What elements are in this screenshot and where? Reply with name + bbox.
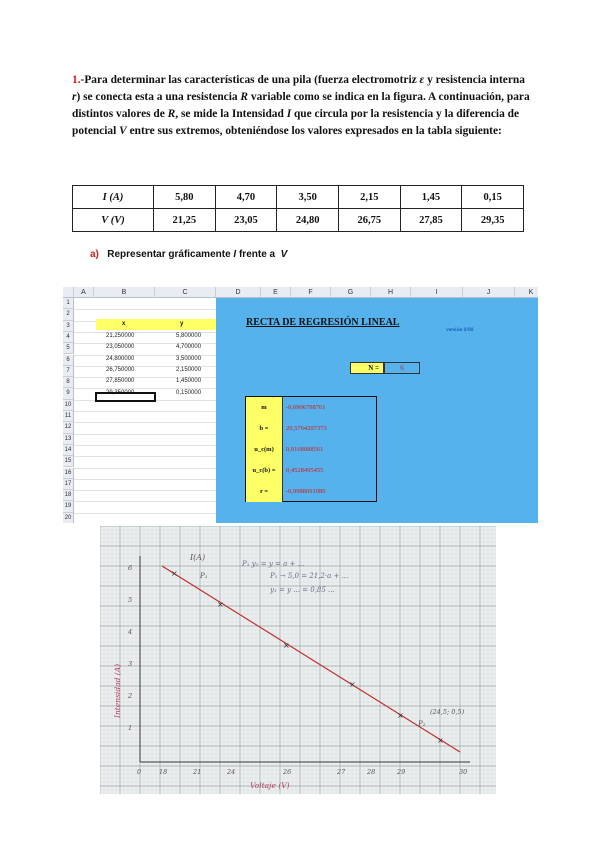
table-cell: 24,80 <box>277 209 339 232</box>
row-header[interactable]: 19 <box>63 501 74 512</box>
column-header-c[interactable]: C <box>155 287 216 298</box>
data-point: × <box>349 680 356 689</box>
stat-label: m <box>246 397 283 418</box>
corner-cell[interactable] <box>63 287 74 298</box>
y-value[interactable]: 3,500000 <box>176 355 202 362</box>
table-row <box>73 209 524 232</box>
row-header[interactable]: 7 <box>63 366 74 377</box>
stat-row <box>246 397 376 418</box>
column-header-f[interactable]: F <box>291 287 331 298</box>
table-cell: 23,05 <box>215 209 277 232</box>
data-point: × <box>397 711 404 720</box>
grid-line <box>74 501 216 502</box>
stat-value: 0,0168088561 <box>286 446 324 453</box>
problem-text-segment: ) se conecta esta a una resistencia <box>76 91 241 103</box>
xy-row <box>96 376 216 387</box>
y-tick-label: 4 <box>128 628 133 636</box>
data-point: × <box>171 569 178 578</box>
x-tick-label: 21 <box>193 768 202 776</box>
part-a-text-1: Representar gráficamente <box>107 249 234 260</box>
xy-header <box>96 319 216 330</box>
stat-row <box>246 418 376 439</box>
y-value[interactable]: 5,800000 <box>176 333 202 339</box>
x-value[interactable]: 29,350000 <box>106 389 135 396</box>
problem-text <box>72 74 530 137</box>
x-tick-label: 24 <box>227 768 236 776</box>
grid-line <box>74 411 216 412</box>
problem-variable: R <box>240 91 249 103</box>
row-header[interactable]: 20 <box>63 513 74 523</box>
y-value[interactable]: 2,150000 <box>176 366 202 373</box>
table-cell: 3,50 <box>277 186 339 209</box>
row-header[interactable]: 16 <box>63 468 74 479</box>
stat-row <box>246 481 376 502</box>
stat-value: 20,5764207373 <box>286 425 327 432</box>
row-header[interactable]: 5 <box>63 343 74 354</box>
problem-number: 1. <box>72 74 81 86</box>
x-value[interactable]: 21,250000 <box>106 333 135 339</box>
stat-row <box>246 460 376 481</box>
row-header[interactable]: 1 <box>63 298 74 309</box>
y-tick-label: 2 <box>128 692 133 700</box>
problem-variable: R <box>167 108 176 120</box>
y-value[interactable]: 1,450000 <box>176 378 202 385</box>
row-header[interactable]: 8 <box>63 377 74 388</box>
y-axis-label: Intensidad (A) <box>113 663 122 718</box>
selected-cell[interactable] <box>95 389 156 402</box>
row-header[interactable]: 18 <box>63 490 74 501</box>
xy-row <box>96 365 216 376</box>
graph-annotation-top: I(A) <box>190 553 206 562</box>
equation-line-3: y₁ = y ... = 0,85 ... <box>270 586 335 594</box>
problem-variable: V <box>119 125 127 137</box>
xy-row <box>96 354 216 365</box>
problem-variable: r <box>72 91 77 103</box>
x-tick-label: 26 <box>283 768 292 776</box>
row-label: V (V) <box>73 209 154 232</box>
regression-title: RECTA DE REGRESIÓN LINEAL <box>246 317 400 328</box>
row-header[interactable]: 13 <box>63 434 74 445</box>
row-header[interactable]: 12 <box>63 422 74 433</box>
n-label: N = <box>350 362 384 374</box>
column-header-e[interactable]: E <box>261 287 291 298</box>
grid-line <box>74 309 216 310</box>
grid-line <box>74 456 216 457</box>
n-value: 6 <box>384 362 420 374</box>
part-a-var-1: I <box>233 249 237 260</box>
row-header[interactable]: 15 <box>63 456 74 467</box>
problem-text-segment: -Para determinar las características de una pila (fuerza electromotriz <box>80 74 420 86</box>
stat-value: 0,4528495455 <box>286 467 324 474</box>
stat-label: u_c(b) = <box>246 460 283 481</box>
table-cell: 0,15 <box>462 186 524 209</box>
grid-line <box>74 434 216 435</box>
grid-line <box>74 513 216 514</box>
column-header-h[interactable]: H <box>371 287 411 298</box>
column-header-i[interactable]: I <box>411 287 463 298</box>
grid-line <box>74 422 216 423</box>
point-p2-coords: (24,5; 0,5) <box>430 708 465 716</box>
y-tick-label: 5 <box>128 596 133 604</box>
row-header[interactable]: 11 <box>63 411 74 422</box>
problem-variable: ε <box>419 74 425 86</box>
x-tick-label: 18 <box>159 768 168 776</box>
data-table <box>72 185 524 232</box>
version-label: versión 0/00 <box>446 327 474 333</box>
x-tick-label: 27 <box>337 768 346 776</box>
x-axis-label: Voltaje (V) <box>250 781 290 790</box>
grid-line <box>74 445 216 446</box>
column-header-d[interactable]: D <box>216 287 261 298</box>
part-a <box>90 249 287 260</box>
row-header[interactable]: 2 <box>63 309 74 320</box>
problem-text-segment: entre sus extremos, obteniéndose los valores expresados en la tabla siguiente: <box>126 125 502 137</box>
grid-line <box>74 490 216 491</box>
grid-line <box>74 479 216 480</box>
row-header[interactable]: 10 <box>63 400 74 411</box>
problem-variable: I <box>286 108 292 120</box>
xy-row <box>96 331 216 342</box>
equation-line-1: P₁ y₂ = y = a + ... <box>242 560 305 568</box>
table-cell: 21,25 <box>154 209 216 232</box>
xy-row <box>96 342 216 353</box>
column-header-a[interactable]: A <box>74 287 94 298</box>
x-tick-label: 28 <box>367 768 376 776</box>
column-header-k[interactable]: K <box>515 287 538 298</box>
stat-value: -0,6906798761 <box>286 404 326 411</box>
row-header[interactable]: 14 <box>63 445 74 456</box>
y-tick-label: 1 <box>128 724 133 732</box>
table-cell: 26,75 <box>338 209 400 232</box>
row-header[interactable]: 3 <box>63 321 74 332</box>
problem-text-segment: y resistencia interna <box>424 74 525 86</box>
problem-text-segment: variable como se indica en la figura. A continuación, para distintos valores de <box>72 91 530 120</box>
y-value[interactable]: 0,150000 <box>176 389 202 396</box>
stat-row <box>246 439 376 460</box>
row-header[interactable]: 4 <box>63 332 74 343</box>
x-tick-label: 0 <box>137 768 142 776</box>
data-point: × <box>437 736 444 745</box>
hand-drawn-graph <box>100 526 496 794</box>
table-cell: 29,35 <box>462 209 524 232</box>
x-value[interactable]: 27,850000 <box>106 378 135 385</box>
point-p2-label: P₂ <box>418 720 426 728</box>
stat-label: r = <box>246 481 283 502</box>
x-tick-label: 29 <box>397 768 406 776</box>
problem-text-segment: , se mide la Intensidad <box>175 108 287 120</box>
part-a-text-2: frente a <box>236 249 278 260</box>
x-value[interactable]: 24,800000 <box>106 355 135 362</box>
part-a-letter: a) <box>90 249 99 260</box>
regression-stats <box>245 396 377 502</box>
y-tick-label: 6 <box>128 564 133 572</box>
column-header-b[interactable]: B <box>94 287 155 298</box>
problem-statement <box>72 72 532 140</box>
data-point: × <box>217 600 224 609</box>
row-header[interactable]: 17 <box>63 479 74 490</box>
stat-value: -0,9988091080 <box>286 488 326 495</box>
row-label: I (A) <box>73 186 154 209</box>
table-cell: 27,85 <box>400 209 462 232</box>
table-row <box>73 186 524 209</box>
x-value[interactable]: 26,750000 <box>106 366 135 373</box>
column-header-j[interactable]: J <box>463 287 515 298</box>
grid-line <box>74 468 216 469</box>
stat-label: b = <box>246 418 283 439</box>
point-p1-label: P₁ <box>200 572 208 580</box>
table-cell: 1,45 <box>400 186 462 209</box>
column-header-g[interactable]: G <box>331 287 371 298</box>
equation-line-2: P₁ → 5,0 = 21,2·a + ... <box>270 572 349 580</box>
x-header: x <box>122 321 126 327</box>
x-value[interactable]: 23,050000 <box>106 344 135 351</box>
stat-label: u_c(m) <box>246 439 283 460</box>
table-cell: 2,15 <box>338 186 400 209</box>
y-tick-label: 3 <box>128 660 133 668</box>
table-cell: 5,80 <box>154 186 216 209</box>
row-header[interactable]: 6 <box>63 355 74 366</box>
table-cell: 4,70 <box>215 186 277 209</box>
x-tick-label: 30 <box>459 768 468 776</box>
problem-text-segment: que circula por la resistencia y la diferencia de potencial <box>72 108 520 137</box>
part-a-var-2: V <box>280 249 288 260</box>
y-value[interactable]: 4,700000 <box>176 344 202 351</box>
y-header: y <box>180 321 184 327</box>
row-header[interactable]: 9 <box>63 388 74 399</box>
data-point: × <box>283 641 290 650</box>
